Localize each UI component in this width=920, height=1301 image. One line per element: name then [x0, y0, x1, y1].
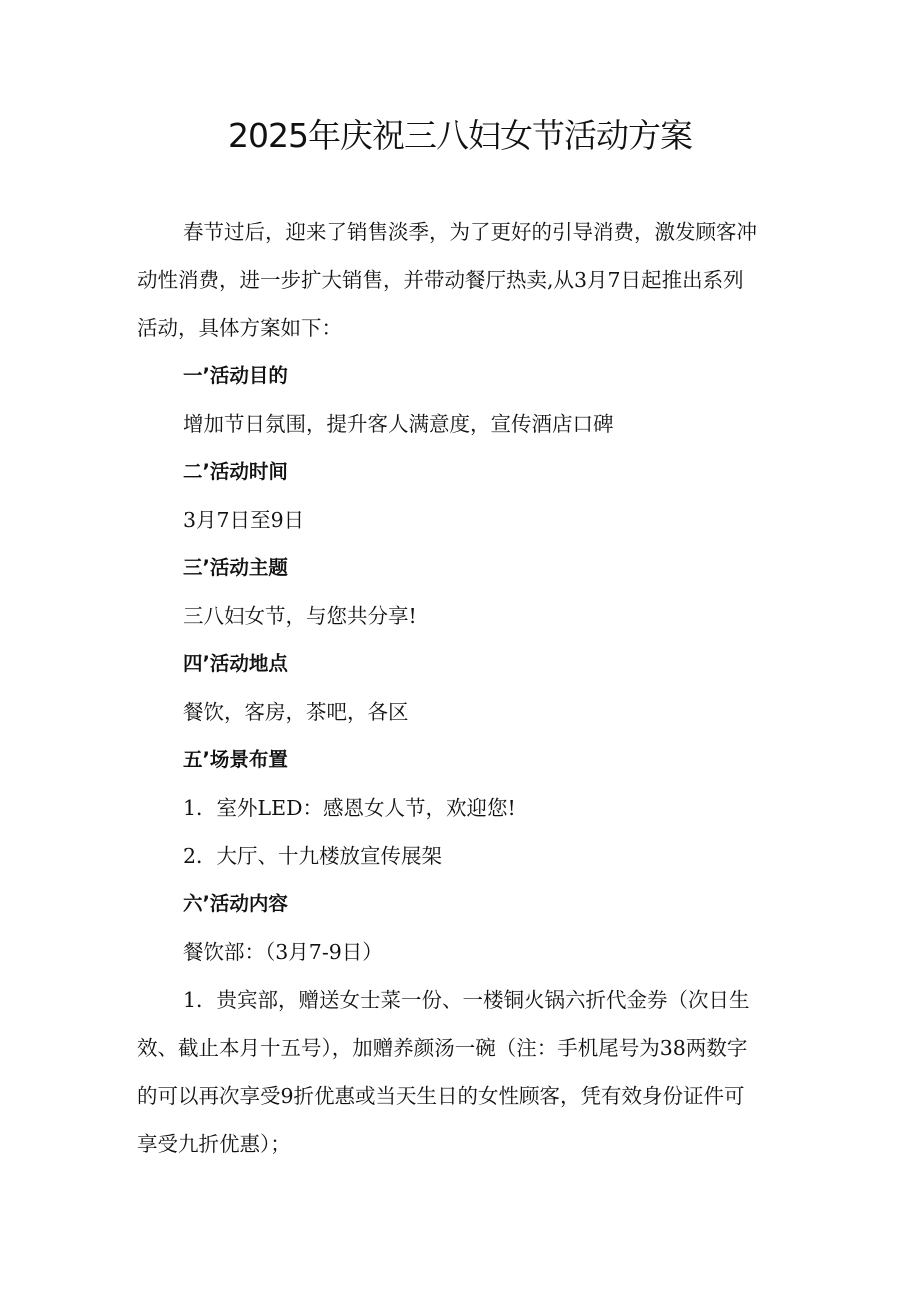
content-subheading-dining: 餐饮部：（3月7-9日） [183, 940, 383, 964]
dining-item-line-3: 的可以再次享受9折优惠或当天生日的女性顾客，凭有效身份证件可 [137, 1084, 745, 1108]
location-text: 餐饮，客房，茶吧，各区 [183, 700, 409, 724]
section-heading-theme: 三’活动主题 [183, 556, 288, 579]
dining-item-line-2: 效、截止本月十五号），加赠养颜汤一碗（注：手机尾号为38两数字 [137, 1036, 748, 1060]
section-heading-content: 六’活动内容 [183, 892, 288, 915]
intro-paragraph-line-2: 动性消费，进一步扩大销售，并带动餐厅热卖,从3月7日起推出系列 [137, 268, 744, 292]
section-heading-time: 二’活动时间 [183, 460, 288, 483]
theme-text: 三八妇女节，与您共分享! [183, 604, 417, 628]
intro-paragraph-line-1: 春节过后，迎来了销售淡季，为了更好的引导消费，激发顾客冲 [183, 220, 757, 244]
decoration-item-2: 2．大厅、十九楼放宣传展架 [183, 844, 443, 868]
section-heading-location: 四’活动地点 [183, 652, 288, 675]
intro-paragraph-line-3: 活动，具体方案如下： [137, 316, 342, 340]
dining-item-line-4: 享受九折优惠）； [137, 1132, 291, 1156]
section-heading-purpose: 一’活动目的 [183, 364, 288, 387]
purpose-text: 增加节日氛围，提升客人满意度，宣传酒店口碑 [183, 412, 614, 436]
section-heading-decoration: 五’场景布置 [183, 748, 288, 771]
decoration-item-1: 1．室外LED：感恩女人节，欢迎您! [183, 796, 516, 820]
dining-item-line-1: 1．贵宾部，赠送女士菜一份、一楼铜火锅六折代金券（次日生 [183, 988, 750, 1012]
time-text: 3月7日至9日 [183, 508, 305, 532]
document-title: 2025年庆祝三八妇女节活动方案 [228, 116, 692, 155]
